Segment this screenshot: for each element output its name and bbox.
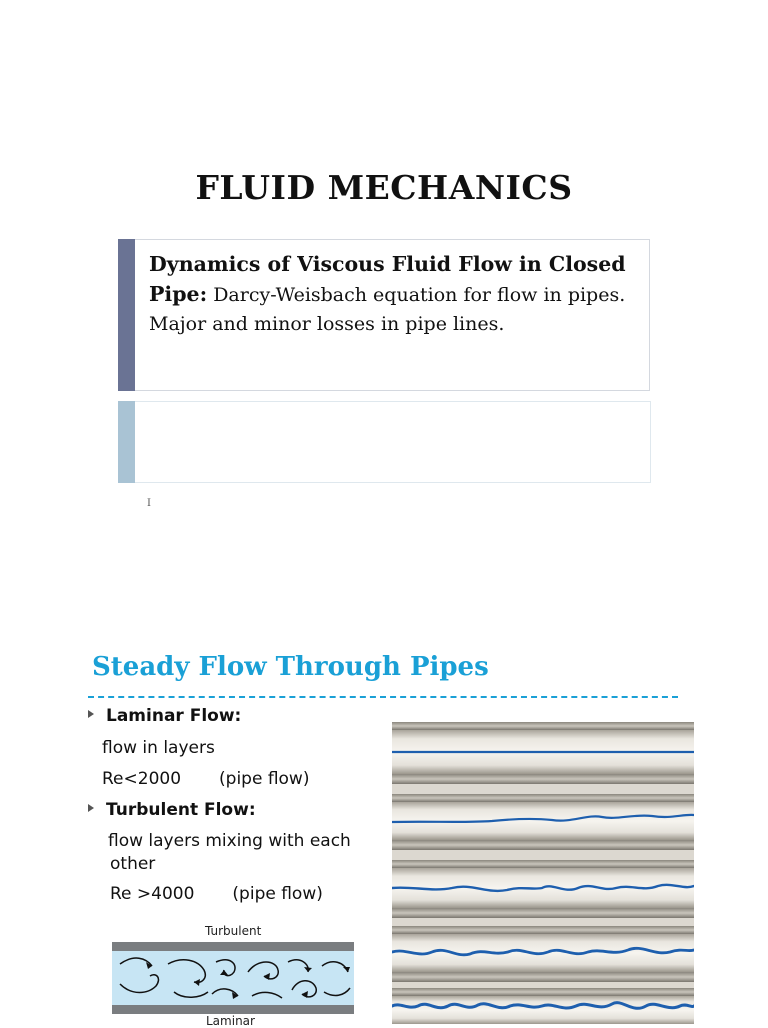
empty-box-accent-bar <box>118 401 135 483</box>
reynolds-value: Re >4000 <box>110 884 195 904</box>
slide-title-2: Steady Flow Through Pipes <box>92 652 489 682</box>
topic-box-content <box>149 250 637 339</box>
reynolds-note: (pipe flow) <box>219 769 310 789</box>
reynolds-note: (pipe flow) <box>232 884 323 904</box>
diagram-label-laminar: Laminar <box>206 1014 255 1028</box>
reynolds-value: Re<2000 <box>102 769 182 789</box>
bullet-triangle-icon <box>88 804 94 812</box>
turbulent-flow-diagram <box>112 942 354 1014</box>
title-divider <box>88 696 678 698</box>
bullet-heading: Turbulent Flow: <box>106 800 256 820</box>
pipe-wall-top <box>112 942 354 951</box>
topic-box <box>118 239 650 391</box>
bullet-laminar <box>88 706 241 726</box>
slide-title: FLUID MECHANICS <box>195 168 573 207</box>
turbulent-reynolds <box>110 884 323 904</box>
laminar-description: flow in layers <box>102 738 215 758</box>
dye-streak-photo <box>392 722 694 1024</box>
bullet-heading: Laminar Flow: <box>106 706 242 726</box>
pipe-wall-bottom <box>112 1005 354 1014</box>
bullet-turbulent <box>88 800 256 820</box>
turbulent-description-1: flow layers mixing with each <box>108 831 351 851</box>
tube-5 <box>392 996 694 1024</box>
turbulent-description-2: other <box>110 854 156 874</box>
topic-box-accent-bar <box>118 239 135 391</box>
empty-box <box>118 401 651 483</box>
topic-text: Darcy-Weisbach equation for flow in pipes. Major and minor losses in pipe lines. <box>149 284 626 335</box>
diagram-label-turbulent: Turbulent <box>205 924 262 938</box>
topic-heading: Dynamics of Viscous Fluid Flow in Closed Pipe: <box>149 252 626 306</box>
laminar-reynolds <box>102 769 309 789</box>
bullet-triangle-icon <box>88 710 94 718</box>
small-mark: I <box>147 498 151 509</box>
